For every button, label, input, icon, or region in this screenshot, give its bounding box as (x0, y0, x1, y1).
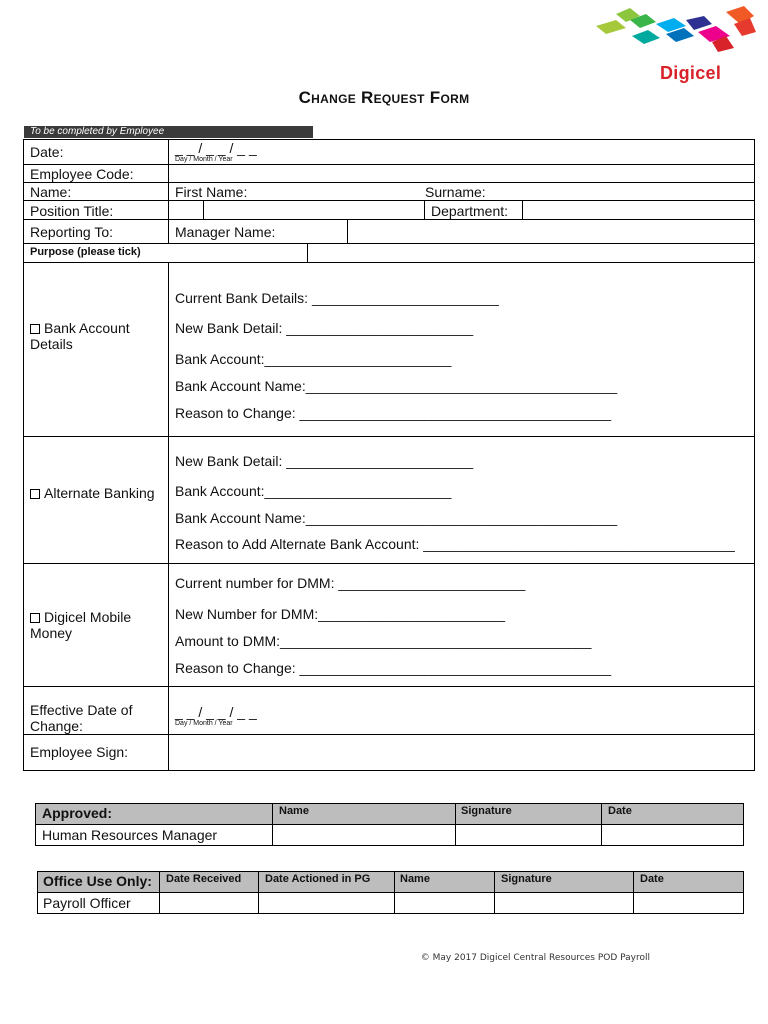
first-name-label[interactable]: First Name: (175, 184, 248, 200)
employee-sign-label: Employee Sign: (30, 744, 129, 760)
current-bank-details-line[interactable]: Current Bank Details: ________________________ (175, 290, 499, 306)
office-signature-header: Signature (501, 873, 552, 885)
effective-date-format-hint: Day / Month / Year (175, 720, 233, 727)
office-date-header: Date (640, 873, 664, 885)
approved-date-header: Date (608, 805, 632, 817)
alt-new-bank-detail-line[interactable]: New Bank Detail: ________________________ (175, 453, 474, 469)
department-field[interactable] (524, 201, 753, 218)
digicel-logo-text: Digicel (660, 63, 722, 83)
date-received-header: Date Received (166, 873, 242, 885)
current-dmm-number-line[interactable]: Current number for DMM: ________________________ (175, 575, 526, 591)
bank-account-line[interactable]: Bank Account:________________________ (175, 351, 452, 367)
hr-manager-name-field[interactable] (274, 826, 454, 845)
surname-label[interactable]: Surname: (425, 184, 486, 200)
purpose-label: Purpose (please tick) (30, 246, 141, 258)
office-use-heading: Office Use Only: (43, 873, 152, 889)
dmm-reason-line[interactable]: Reason to Change: ________________________________________ (175, 660, 611, 676)
date-format-hint: Day / Month / Year (175, 156, 233, 163)
approved-heading: Approved: (42, 805, 112, 821)
copyright-footer: © May 2017 Digicel Central Resources POD Payroll (420, 953, 650, 963)
effective-date-label: Effective Date of Change: (30, 702, 133, 734)
new-bank-detail-line[interactable]: New Bank Detail: ________________________ (175, 320, 474, 336)
employee-sign-field[interactable] (170, 736, 754, 770)
date-field[interactable]: _ _ / _ _ / _ _ (175, 140, 257, 156)
date-received-field[interactable] (161, 894, 257, 913)
position-title-field[interactable] (205, 201, 423, 218)
name-label: Name: (30, 184, 72, 200)
manager-name-field[interactable] (349, 220, 753, 242)
approved-header-row (35, 803, 744, 825)
hr-manager-date-field[interactable] (603, 826, 743, 845)
alt-bank-account-line[interactable]: Bank Account:________________________ (175, 483, 452, 499)
date-label: Date: (30, 144, 64, 160)
approved-signature-header: Signature (461, 805, 512, 817)
payroll-officer-label: Payroll Officer (43, 895, 131, 911)
employee-code-label: Employee Code: (30, 166, 134, 182)
manager-name-label: Manager Name: (175, 224, 276, 240)
bank-account-name-line[interactable]: Bank Account Name:________________________________________ (175, 378, 618, 394)
new-dmm-number-line[interactable]: New Number for DMM:________________________ (175, 606, 505, 622)
employee-section-header: To be completed by Employee (24, 126, 313, 138)
hr-manager-signature-field[interactable] (457, 826, 600, 845)
bank-account-option[interactable]: Bank Account Details (30, 320, 130, 352)
approved-name-header: Name (279, 805, 309, 817)
date-actioned-header: Date Actioned in PG (265, 873, 371, 885)
office-date-field[interactable] (635, 894, 743, 913)
digicel-logo-graphic (594, 6, 760, 62)
reporting-to-label: Reporting To: (30, 224, 114, 240)
department-label: Department: (431, 203, 509, 219)
office-name-header: Name (400, 873, 430, 885)
reason-to-change-line[interactable]: Reason to Change: ________________________________________ (175, 405, 611, 421)
position-title-label: Position Title: (30, 203, 114, 219)
alternate-banking-option[interactable]: Alternate Banking (30, 485, 166, 501)
amount-to-dmm-line[interactable]: Amount to DMM:________________________________________ (175, 633, 592, 649)
employee-code-field[interactable] (170, 165, 754, 181)
office-signature-field[interactable] (496, 894, 632, 913)
mobile-money-checkbox[interactable] (30, 613, 40, 623)
office-name-field[interactable] (396, 894, 493, 913)
alt-bank-account-name-line[interactable]: Bank Account Name:________________________________________ (175, 510, 618, 526)
effective-date-field[interactable]: _ _ / _ _ / _ _ (175, 704, 257, 720)
date-actioned-field[interactable] (260, 894, 393, 913)
form-title: Change Request Form (298, 88, 470, 107)
alt-reason-line[interactable]: Reason to Add Alternate Bank Account: ________________________________________ (175, 536, 735, 552)
mobile-money-option[interactable]: Digicel Mobile Money (30, 609, 132, 641)
bank-account-checkbox[interactable] (30, 324, 40, 334)
hr-manager-label: Human Resources Manager (42, 827, 218, 843)
alternate-banking-checkbox[interactable] (30, 489, 40, 499)
